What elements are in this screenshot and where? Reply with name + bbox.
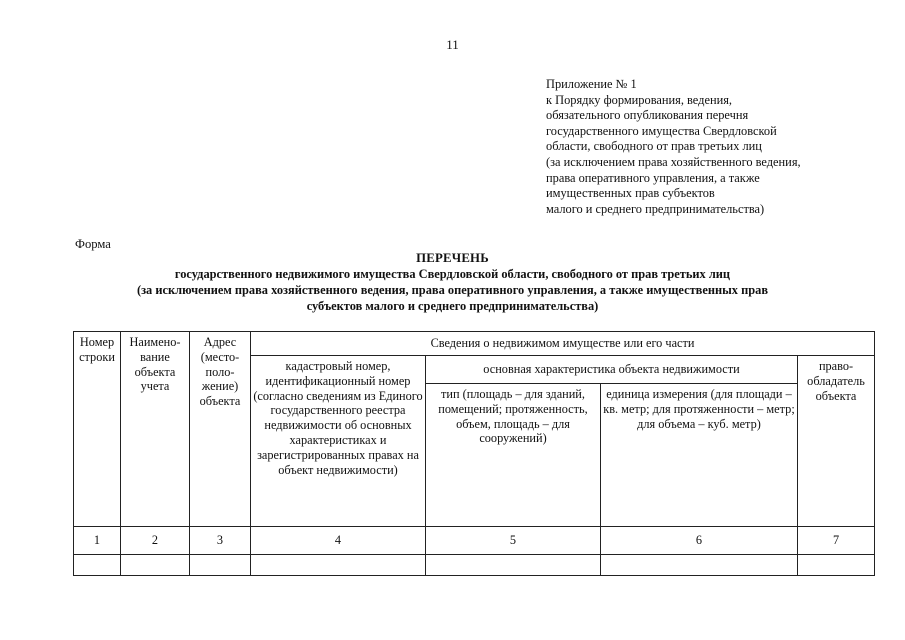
subtitle-line: (за исключением права хозяйственного ведения, права оперативного управления, а также имущественных прав <box>136 282 769 297</box>
document-title: ПЕРЕЧЕНЬ <box>416 251 489 265</box>
appendix-line: (за исключением права хозяйственного ведения, <box>546 154 801 169</box>
column-number: 1 <box>74 527 121 555</box>
header-cadastral-number: кадастровый номер, идентификационный номер (согласно сведениям из Единого государственного реестра недвижимости об основных характеристиках и зарегистрированных правах на объект недвижимости) <box>251 356 426 527</box>
column-number: 6 <box>601 527 798 555</box>
column-number-row <box>74 527 875 555</box>
header-address: Адрес (место-поло-жение) объекта <box>190 332 251 527</box>
table-row <box>74 555 875 576</box>
column-number: 2 <box>121 527 190 555</box>
appendix-line: малого и среднего предпринимательства) <box>546 201 765 216</box>
form-label: Форма <box>75 237 111 251</box>
register-table <box>73 331 875 576</box>
header-main-characteristic: основная характеристика объекта недвижимости <box>426 356 798 384</box>
appendix-line: к Порядку формирования, ведения, <box>546 92 733 107</box>
subtitle-line: субъектов малого и среднего предпринимательства) <box>306 298 599 313</box>
table-cell <box>190 555 251 576</box>
header-line-number: Номер строки <box>74 332 121 527</box>
header-type: тип (площадь – для зданий, помещений; протяженность, объем, площадь – для сооружений) <box>426 384 601 527</box>
column-number: 3 <box>190 527 251 555</box>
appendix-line: права оперативного управления, а также <box>546 170 760 185</box>
header-property-info: Сведения о недвижимом имуществе или его части <box>251 332 875 356</box>
appendix-line: обязательного опубликования перечня <box>546 108 749 123</box>
appendix-note <box>546 77 886 217</box>
subtitle-line: государственного недвижимого имущества Свердловской области, свободного от прав третьих лиц <box>174 267 731 281</box>
table-cell <box>251 555 426 576</box>
header-object-name: Наимено-вание объекта учета <box>121 332 190 527</box>
column-number: 7 <box>798 527 875 555</box>
table-cell <box>426 555 601 576</box>
table-cell <box>74 555 121 576</box>
appendix-line: имущественных прав субъектов <box>546 186 715 201</box>
table-cell <box>601 555 798 576</box>
column-number: 4 <box>251 527 426 555</box>
appendix-line: государственного имущества Свердловской <box>546 123 777 138</box>
column-number: 5 <box>426 527 601 555</box>
document-subtitle <box>0 267 905 314</box>
header-unit: единица измерения (для площади – кв. метр; для протяженности – метр; для объема – куб. метр) <box>601 384 798 527</box>
page-number: 11 <box>446 37 459 52</box>
header-right-holder: право-обладатель объекта <box>798 356 875 527</box>
appendix-line: области, свободного от прав третьих лиц <box>546 139 762 154</box>
table-cell <box>121 555 190 576</box>
table-cell <box>798 555 875 576</box>
appendix-line: Приложение № 1 <box>546 77 637 91</box>
